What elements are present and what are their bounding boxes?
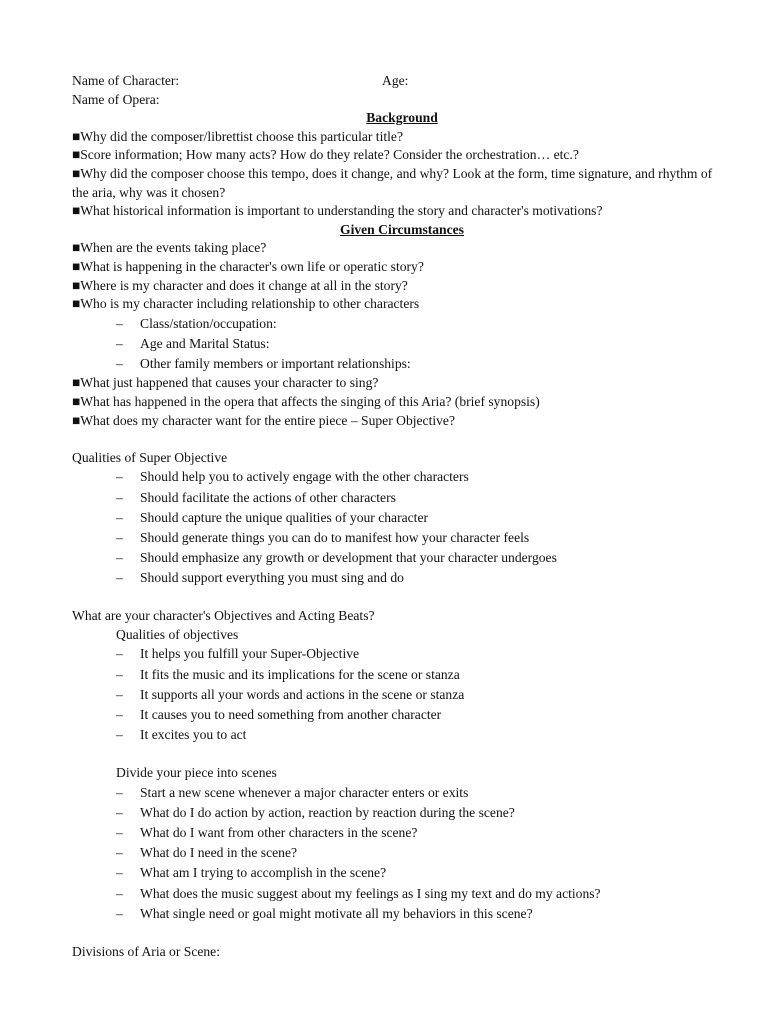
given-sub-item: – Age and Marital Status: (72, 334, 732, 354)
given-item: ■What has happened in the opera that affects the singing of this Aria? (brief synopsis) (72, 393, 540, 409)
dash-bullet: – (116, 666, 123, 682)
dash-bullet: – (116, 865, 123, 881)
super-objective-item: – Should generate things you can do to manifest how your character feels (72, 528, 732, 548)
objectives-subtitle: Qualities of objectives (116, 626, 239, 642)
super-objective-item: – Should help you to actively engage with the other characters (72, 467, 732, 487)
divide-scenes-item: – What am I trying to accomplish in the scene? (72, 863, 732, 883)
super-objective-item: – Should capture the unique qualities of your character (72, 508, 732, 528)
dash-bullet: – (116, 905, 123, 921)
given-sub-item: – Class/station/occupation: (72, 314, 732, 334)
background-item: ■Score information; How many acts? How do they relate? Consider the orchestration… etc.? (72, 147, 579, 163)
divide-scenes-item: – What do I do action by action, reaction by reaction during the scene? (72, 803, 732, 823)
given-sub-item: – Other family members or important relationships: (72, 354, 732, 374)
given-circumstances-heading: Given Circumstances (340, 221, 464, 237)
dash-bullet: – (116, 529, 123, 545)
super-objective-item: – Should emphasize any growth or development that your character undergoes (72, 548, 732, 568)
super-objective-item: – Should facilitate the actions of other characters (72, 488, 732, 508)
dash-bullet: – (116, 335, 123, 351)
background-item: ■Why did the composer choose this tempo, does it change, and why? Look at the form, time signature, and rhythm of the aria, why was it chosen? (72, 165, 713, 200)
dash-bullet: – (116, 686, 123, 702)
dash-bullet: – (116, 804, 123, 820)
given-item: ■What does my character want for the entire piece – Super Objective? (72, 412, 456, 428)
objectives-title: What are your character's Objectives and Acting Beats? (72, 608, 375, 624)
super-objective-item: – Should support everything you must sing and do (72, 568, 732, 588)
background-item: ■Why did the composer/librettist choose this particular title? (72, 128, 403, 144)
given-item: ■What is happening in the character's own life or operatic story? (72, 258, 424, 274)
dash-bullet: – (116, 550, 123, 566)
name-of-opera-label: Name of Opera: (72, 91, 160, 107)
objective-item: – It fits the music and its implications for the scene or stanza (72, 665, 732, 685)
age-label: Age: (382, 73, 409, 88)
dash-bullet: – (116, 356, 123, 372)
divisions-title: Divisions of Aria or Scene: (72, 943, 220, 959)
divide-scenes-item: – What single need or goal might motivate all my behaviors in this scene? (72, 904, 732, 924)
dash-bullet: – (116, 570, 123, 586)
objective-item: – It helps you fulfill your Super-Objective (72, 644, 732, 664)
objective-item: – It excites you to act (72, 725, 732, 745)
dash-bullet: – (116, 784, 123, 800)
given-item: ■Where is my character and does it change at all in the story? (72, 277, 408, 293)
objective-item: – It supports all your words and actions in the scene or stanza (72, 685, 732, 705)
name-of-character-label: Name of Character: (72, 73, 180, 88)
background-heading: Background (366, 110, 438, 126)
divide-scenes-item: – What does the music suggest about my feelings as I sing my text and do my actions? (72, 884, 732, 904)
given-item: ■What just happened that causes your character to sing? (72, 375, 379, 391)
divide-scenes-item: – Start a new scene whenever a major character enters or exits (72, 783, 732, 803)
divide-scenes-item: – What do I need in the scene? (72, 843, 732, 863)
character-line (72, 72, 732, 91)
dash-bullet: – (116, 315, 123, 331)
given-item: ■When are the events taking place? (72, 240, 267, 256)
dash-bullet: – (116, 489, 123, 505)
dash-bullet: – (116, 509, 123, 525)
dash-bullet: – (116, 824, 123, 840)
dash-bullet: – (116, 646, 123, 662)
divide-scenes-item: – What do I want from other characters in the scene? (72, 823, 732, 843)
dash-bullet: – (116, 469, 123, 485)
document-content (72, 72, 732, 961)
dash-bullet: – (116, 727, 123, 743)
divide-scenes-title: Divide your piece into scenes (116, 764, 277, 780)
given-item: ■Who is my character including relationship to other characters (72, 296, 420, 312)
background-item: ■What historical information is important to understanding the story and character's motivations? (72, 203, 603, 219)
dash-bullet: – (116, 845, 123, 861)
super-objective-title: Qualities of Super Objective (72, 449, 228, 465)
objective-item: – It causes you to need something from another character (72, 705, 732, 725)
dash-bullet: – (116, 706, 123, 722)
dash-bullet: – (116, 885, 123, 901)
